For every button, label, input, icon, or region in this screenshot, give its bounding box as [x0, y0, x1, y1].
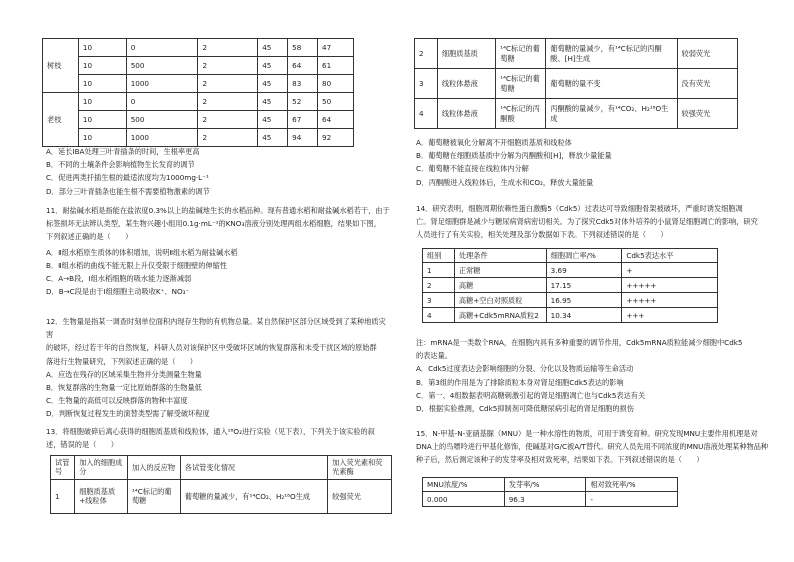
- stem-line: 人员进行了有关实验，相关处理及部分数据如下表。下列叙述错误的是（ ）: [416, 230, 668, 240]
- table-row: [43, 111, 354, 129]
- option-line: C．第一、4组数据表明高糖刺激引起的肾足细胞凋亡也与Cdk5表达有关: [416, 390, 646, 400]
- question-13-stem: [46, 425, 391, 451]
- table-cell: 52: [288, 93, 318, 111]
- table-cell: 0.000: [423, 492, 505, 507]
- table-cell: 没有荧光: [677, 69, 737, 99]
- question-14-notes-options: [416, 336, 776, 415]
- table-cell: 45: [258, 129, 288, 147]
- option-line: B．不同的土壤条件会影响植物生长发育的调节: [46, 160, 195, 170]
- table-header-cell: 各试管变化情况: [180, 456, 327, 480]
- table-cell: 1000: [126, 75, 198, 93]
- table-cell: 较强荧光: [328, 479, 392, 513]
- table-cell: 3: [415, 69, 438, 99]
- table-header-cell: Cdk5表达水平: [622, 249, 718, 263]
- table-cell: 0: [126, 39, 198, 57]
- table-row: [423, 263, 718, 278]
- stem-line: DNA上的鸟嘌呤进行甲基化修饰，使碱基对G/C被A/T替代。研究人员先用不同浓度的MNU溶液处理某种物品种: [416, 442, 769, 452]
- table-cell: 1000: [126, 129, 198, 147]
- table-cell: 2: [198, 93, 258, 111]
- stem-line: 标签损坏无法辨认类型，某生物兴趣小组用0.1g·mL⁻¹的KNO₃溶液分别处理两组水稻细胞，结果如下图，: [46, 219, 381, 229]
- table-cell: 94: [288, 129, 318, 147]
- table-cell: 10: [78, 39, 126, 57]
- option-line: B．Ⅱ组水稻的曲线不能无限上升仅受限于细胞壁的伸缩性: [46, 260, 227, 270]
- table-cell: -: [586, 492, 678, 507]
- table-cell: +++++: [622, 278, 718, 293]
- table-header-cell: 加入的反应物: [127, 456, 180, 480]
- option-line: D．根据实验推测，Cdk5抑制剂可降低糖尿病引起的肾足细胞的损伤: [416, 404, 634, 414]
- stem-line: 落进行生物量研究，下列叙述正确的是（ ）: [46, 356, 197, 366]
- option-line: A．Ⅱ组水稻原生质体的体积增加，说明Ⅱ组水稻为耐盐碱水稻: [46, 247, 238, 257]
- table-cell: 17.15: [546, 278, 622, 293]
- stem-line: 15．N-甲基-N-亚硝基脲（MNU）是一种水溶性的物质，可用于诱变育种。研究发现MNU主要作用机理是对: [416, 429, 758, 438]
- option-line: A．延长IBA处理三叶青插条的时间，生根率更高: [46, 147, 200, 156]
- stem-line: 14．研究表明，细胞周期依赖性蛋白激酶5（Cdk5）过表达可导致细胞骨架被破坏，严重时诱发细胞凋: [416, 204, 743, 213]
- table-cell: 2: [198, 129, 258, 147]
- table-row: [43, 39, 354, 57]
- stem-line: 12．生物量是指某一调查时刻单位面积内现存生物的有机物总量。某自然保护区部分区域受到了某种地质灾害: [46, 317, 386, 340]
- table-header-cell: 加入的细胞成分: [75, 456, 128, 480]
- table-cell: 500: [126, 111, 198, 129]
- table-cell: 83: [288, 75, 318, 93]
- question-14-table: [422, 248, 718, 323]
- stem-line: 种子后，然后测定该种子的发芽率及相对致死率，结果如下表。下列叙述错误的是（ ）: [416, 455, 704, 465]
- table-cell: 高糖+空白对照质粒: [454, 293, 546, 308]
- table-cell: 58: [288, 39, 318, 57]
- option-line: D．部分三叶青插条也能生根不需要植物激素的调节: [46, 186, 210, 196]
- table-cell: ¹⁴C标记的葡萄糖: [496, 39, 546, 69]
- table-cell: 10: [78, 111, 126, 129]
- option-line: B．葡萄糖在细胞质基质中分解为丙酮酸和[H]，释放少量能量: [416, 151, 612, 161]
- table-cell: ¹⁴C标记的丙酮酸: [496, 99, 546, 129]
- table-cell: 67: [288, 111, 318, 129]
- table-header-cell: 相对致死率/%: [586, 478, 678, 492]
- table-row: [423, 492, 678, 507]
- table-header-cell: 细胞凋亡率/%: [546, 249, 622, 263]
- option-line: D．判断恢复过程发生的演替类型需了解受破坏程度: [46, 409, 210, 419]
- stem-line: 述，错误的是（ ）: [46, 440, 118, 450]
- ginseng-rooting-table: [42, 38, 354, 147]
- table-cell: 16.95: [546, 293, 622, 308]
- question-13-options: [416, 136, 768, 189]
- table-cell: 线粒体悬液: [437, 99, 495, 129]
- table-row: [43, 57, 354, 75]
- stem-line: 11．耐盐碱水稻是指能在盐浓度0.3%以上的盐碱地生长的水稻品种。现有普通水稻和耐盐碱水稻若干，由于: [46, 206, 390, 215]
- table-cell: 45: [258, 93, 288, 111]
- table-cell: 较弱荧光: [677, 39, 737, 69]
- table-row: [423, 308, 718, 323]
- table-cell: 3.69: [546, 263, 622, 278]
- table-cell: 2: [198, 75, 258, 93]
- table-cell: 10: [78, 129, 126, 147]
- table-cell: ¹⁴C标记的葡萄糖: [127, 479, 180, 513]
- table-cell: 500: [126, 57, 198, 75]
- table-cell: 45: [258, 75, 288, 93]
- table-header-cell: 处理条件: [454, 249, 546, 263]
- group-label: 老枝: [43, 93, 79, 147]
- table-row: [423, 278, 718, 293]
- table-row: [43, 75, 354, 93]
- table-header-cell: MNU浓度/%: [423, 478, 505, 492]
- table-cell: 80: [318, 75, 354, 93]
- table-header-cell: 加入荧光素和荧光素酶: [328, 456, 392, 480]
- question-14: [416, 202, 776, 242]
- table-cell: 61: [318, 57, 354, 75]
- option-line: B．恢复群落的生物量一定比原始群落的生物量低: [46, 383, 202, 393]
- table-cell: 3: [423, 293, 455, 308]
- table-header-cell: 发芽率/%: [504, 478, 586, 492]
- table-cell: 10: [78, 93, 126, 111]
- table-cell: 47: [318, 39, 354, 57]
- stem-line: 的破坏，经过若干年的自然恢复，科研人员对该保护区中受破坏区域的恢复群落和未受干扰区域的原始群: [46, 343, 377, 353]
- table-cell: +++: [622, 308, 718, 323]
- table-row: [415, 69, 738, 99]
- option-line: C．促进两类扦插生根的最适浓度均为1000mg·L⁻¹: [46, 173, 209, 183]
- option-line: D．丙酮酸进入线粒体后，生成水和CO₂，释放大量能量: [416, 177, 594, 187]
- table-cell: 2: [415, 39, 438, 69]
- table-cell: 正常糖: [454, 263, 546, 278]
- stem-line: 亡。肾足细胞群是减少与糖尿病肾病密切相关。为了探究Cdk5对体外培养的小鼠肾足细胞凋亡的影响，研究: [416, 217, 758, 227]
- table-row: [51, 479, 392, 513]
- table-header-cell: 组别: [423, 249, 455, 263]
- question-13-table-part2: [414, 38, 738, 129]
- option-line: B．第3组的作用是为了排除质粒本身对肾足细胞Cdk5表达的影响: [416, 377, 624, 387]
- group-label: 树枝: [43, 39, 79, 93]
- table-cell: 线粒体悬液: [437, 69, 495, 99]
- table-row: [423, 293, 718, 308]
- table-cell: 1: [51, 479, 75, 513]
- table-row: [415, 39, 738, 69]
- table-cell: 葡萄糖的量减少，有¹⁴CO₂、H₂¹⁸O生成: [180, 479, 327, 513]
- table-cell: 0: [126, 93, 198, 111]
- note-line: 注：mRNA是一类数个RNA，在细胞内具有多种重要的调节作用，Cdk5mRNA质粒能减少细胞中Cdk5: [416, 338, 743, 347]
- option-line: C．生物量的高低可以反映群落的物种丰富度: [46, 396, 188, 406]
- table-cell: 10: [78, 75, 126, 93]
- option-line: D．B→C段是由于Ⅰ组细胞主动吸收K⁺、NO₃⁻: [46, 287, 190, 297]
- table-cell: 2: [423, 278, 455, 293]
- table-cell: 2: [198, 57, 258, 75]
- table-cell: 92: [318, 129, 354, 147]
- table-cell: +++++: [622, 293, 718, 308]
- table-cell: 丙酮酸的量减少，有¹⁴CO₂、H₂¹⁸O生成: [546, 99, 677, 129]
- question-15: [416, 427, 776, 467]
- table-cell: 细胞质基质: [437, 39, 495, 69]
- table-cell: 45: [258, 39, 288, 57]
- table-row: [43, 93, 354, 111]
- table-cell: 高糖: [454, 278, 546, 293]
- table-cell: +: [622, 263, 718, 278]
- option-line: A．应选在残存的区域采集生物并分类测量生物量: [46, 369, 202, 379]
- table-cell: 葡萄糖的量不变: [546, 69, 677, 99]
- question-13-table-part1: [50, 455, 392, 514]
- table-cell: 96.3: [504, 492, 586, 507]
- question-15-table: [422, 477, 678, 507]
- table-cell: 葡萄糖的量减少，有¹⁴C标记的丙酮酸、[H]生成: [546, 39, 677, 69]
- table-cell: 50: [318, 93, 354, 111]
- table-cell: 4: [423, 308, 455, 323]
- table-cell: 2: [198, 111, 258, 129]
- option-line: A．葡萄糖被氧化分解离不开细胞质基质和线粒体: [416, 138, 572, 147]
- table-cell: 1: [423, 263, 455, 278]
- stem-line: 下列叙述正确的是（ ）: [46, 232, 133, 242]
- option-line: C．A→B段，Ⅰ组水稻细胞的吸水能力逐渐减弱: [46, 274, 192, 284]
- table-cell: 2: [198, 39, 258, 57]
- question-10-options: [46, 145, 386, 198]
- stem-line: 13．将细胞破碎后离心获得的细胞质基质和线粒体，通入¹⁸O₂进行实验（见下表），下列关于该实验的叙: [46, 427, 375, 436]
- table-cell: 45: [258, 57, 288, 75]
- table-cell: 较强荧光: [677, 99, 737, 129]
- table-cell: 10: [78, 57, 126, 75]
- option-line: A．Cdk5过度表达会影响细胞的分裂、分化以及物质运输等生命活动: [416, 364, 634, 374]
- table-cell: 45: [258, 111, 288, 129]
- table-cell: 64: [288, 57, 318, 75]
- table-row: [43, 129, 354, 147]
- table-cell: 4: [415, 99, 438, 129]
- table-cell: ¹⁴C标记的葡萄糖: [496, 69, 546, 99]
- table-row: [415, 99, 738, 129]
- question-11: [46, 204, 391, 298]
- table-header-cell: 试管号: [51, 456, 75, 480]
- table-cell: 10.34: [546, 308, 622, 323]
- option-line: C．葡萄糖不能直接在线粒体内分解: [416, 164, 529, 174]
- table-cell: 64: [318, 111, 354, 129]
- table-cell: 细胞质基质+线粒体: [75, 479, 128, 513]
- table-cell: 高糖+Cdk5mRNA质粒2: [454, 308, 546, 323]
- note-line: 的表达量。: [416, 351, 452, 361]
- question-12: [46, 315, 391, 421]
